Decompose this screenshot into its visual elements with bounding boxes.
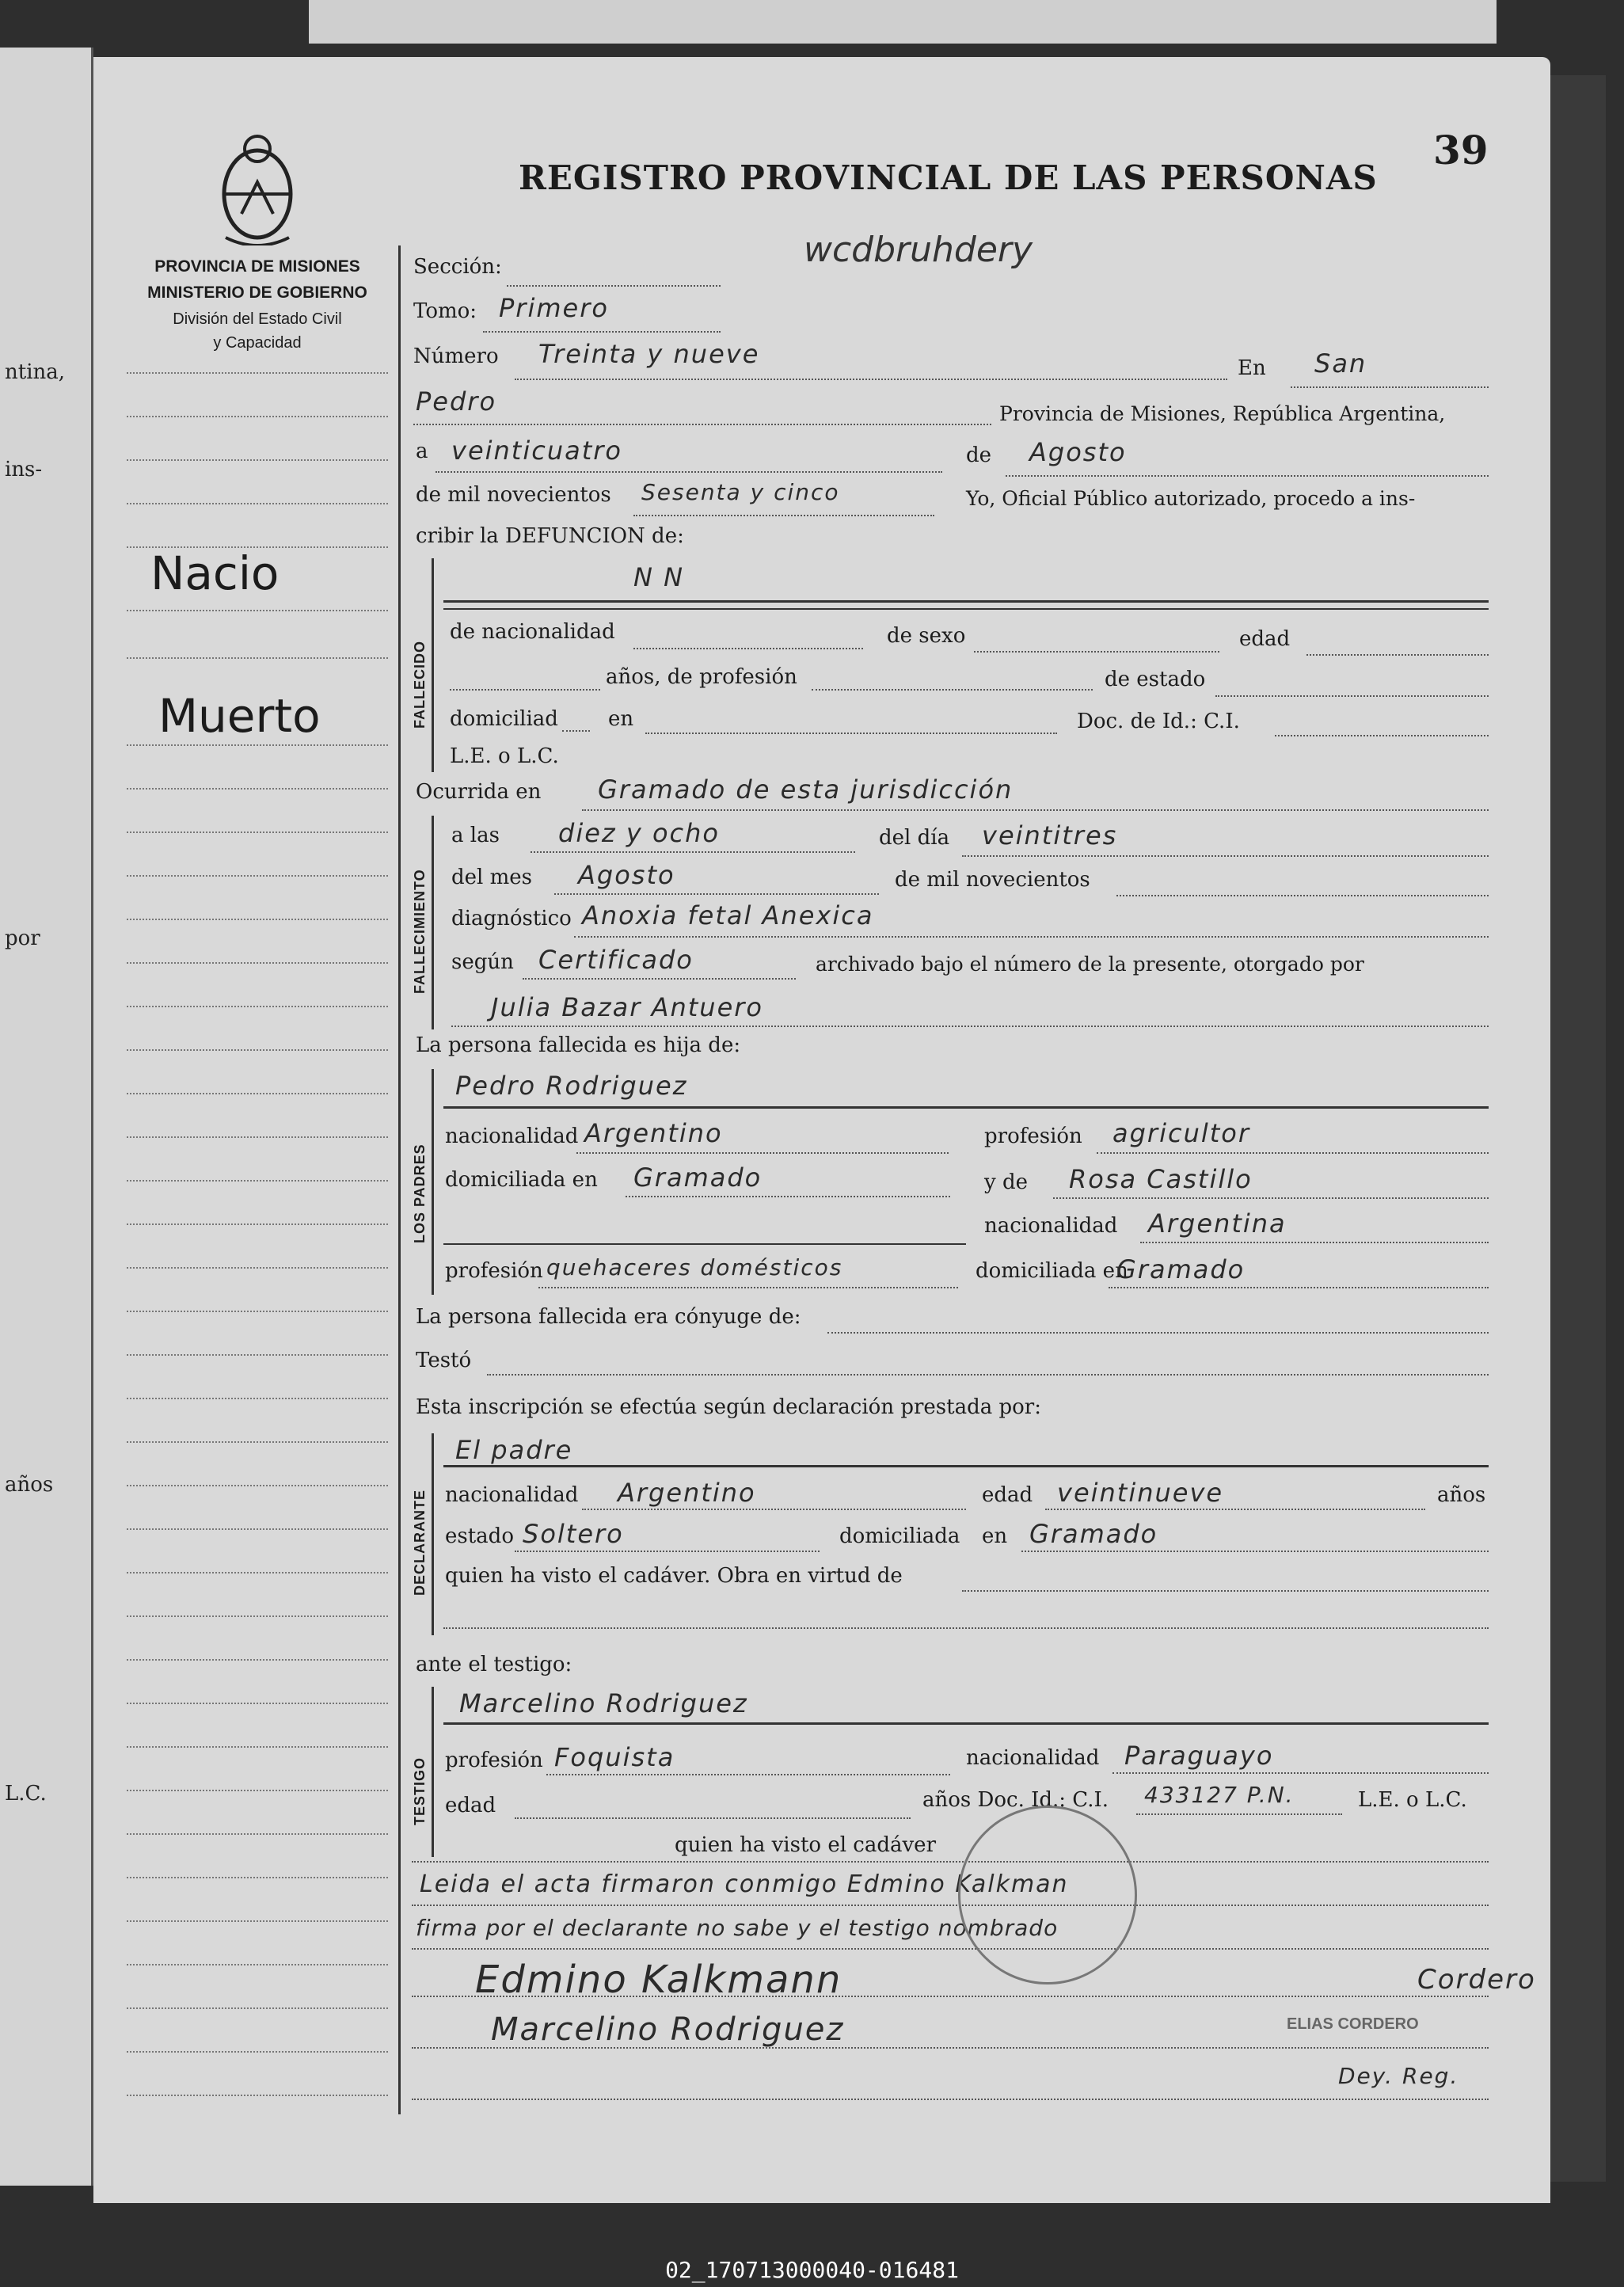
page-number: 39 (1433, 127, 1489, 173)
field-line (531, 851, 855, 853)
seal-stamp-icon (958, 1806, 1137, 1984)
provincia-label: Provincia de Misiones, República Argentina, (999, 402, 1446, 425)
padre-nac-value: Argentino (584, 1118, 723, 1148)
padres-side-label: LOS PADRES (412, 1144, 428, 1243)
closing-line-2: firma por el declarante no sabe y el testigo nombrado (416, 1915, 1059, 1941)
field-line (1116, 895, 1489, 896)
a-las-label: a las (451, 824, 500, 847)
decl-edad-label: edad (982, 1483, 1033, 1507)
field-line (443, 1627, 1489, 1629)
a-label: a (416, 440, 428, 463)
padre-dom-label: domiciliada en (445, 1168, 598, 1192)
field-line (1097, 1152, 1489, 1154)
field-line (1215, 695, 1489, 697)
field-line (827, 1332, 1489, 1334)
previous-page-edge (0, 48, 93, 2186)
inscribir-label: cribir la DEFUNCION de: (416, 524, 684, 548)
doc-label: Doc. de Id.: C.I. (1077, 710, 1240, 733)
segun-label: según (451, 950, 514, 974)
handwritten-scribble: wcdbruhdery (804, 230, 1033, 270)
numero-line (515, 379, 1227, 380)
field-line (626, 1196, 950, 1197)
madre-nac-label: nacionalidad (984, 1214, 1118, 1238)
diagnostico-label: diagnóstico (451, 907, 572, 930)
lugar-value: Pedro (416, 386, 497, 417)
prev-page-word: por (5, 927, 40, 950)
tomo-line (483, 331, 721, 333)
field-line (1136, 1813, 1342, 1815)
ocurrida-value: Gramado de esta jurisdicción (598, 774, 1014, 805)
field-line (1053, 1197, 1489, 1199)
mes-fall-value: Agosto (578, 860, 675, 890)
numero-label: Número (413, 344, 499, 368)
decl-nac-label: nacionalidad (445, 1483, 579, 1507)
de-mil-label: de mil novecientos (416, 483, 611, 507)
margin-note-muerto: Muerto (158, 689, 321, 743)
padre-value: Pedro Rodriguez (455, 1071, 688, 1101)
official-stamp: ELIAS CORDERO (1287, 2015, 1419, 2033)
org-line: MINISTERIO DE GOBIERNO (147, 283, 367, 302)
le-lc-label: L.E. o L.C. (450, 744, 559, 768)
signature-1: Edmino Kalkmann (475, 1958, 842, 2002)
test-prof-value: Foquista (554, 1742, 675, 1772)
test-prof-label: profesión (445, 1749, 543, 1772)
org-line: División del Estado Civil (173, 310, 342, 328)
seccion-label: Sección: (413, 255, 502, 279)
signature-2: Marcelino Rodriguez (491, 2011, 845, 2048)
prev-page-word: L.C. (5, 1782, 47, 1806)
field-line (812, 689, 1093, 691)
decl-anos-label: años (1437, 1483, 1486, 1507)
conyuge-label: La persona fallecida era cónyuge de: (416, 1305, 801, 1329)
field-line (1140, 1242, 1489, 1243)
field-line (1109, 1287, 1489, 1288)
padre-prof-label: profesión (984, 1124, 1082, 1148)
column-divider (398, 245, 401, 2114)
quien-visto-2-label: quien ha visto el cadáver (675, 1833, 937, 1857)
anos-profesion-label: años, de profesión (606, 665, 797, 689)
lugar-line (413, 424, 991, 425)
dia-value: veinticuatro (451, 436, 622, 466)
mes-value: Agosto (1029, 437, 1127, 467)
madre-value: Rosa Castillo (1069, 1164, 1253, 1194)
field-line (1306, 654, 1489, 656)
quien-visto-label: quien ha visto el cadáver. Obra en virtud de (445, 1564, 903, 1588)
test-nac-value: Paraguayo (1124, 1741, 1274, 1771)
dia-line (435, 471, 942, 473)
testo-label: Testó (416, 1349, 472, 1372)
del-mes-label: del mes (451, 866, 532, 889)
del-dia-label: del día (879, 826, 950, 850)
testigo-rule (443, 1722, 1489, 1725)
book-cover-edge (1550, 75, 1606, 2182)
image-id-caption: 02_170713000040-016481 (665, 2257, 959, 2283)
declarante-value: El padre (455, 1435, 573, 1465)
madre-nac-value: Argentina (1148, 1208, 1287, 1239)
decl-en-label: en (982, 1524, 1008, 1548)
block-bracket (432, 1687, 434, 1857)
page-title: REGISTRO PROVINCIAL DE LAS PERSONAS (519, 158, 1378, 197)
test-nac-label: nacionalidad (966, 1746, 1100, 1770)
decl-estado-value: Soltero (523, 1519, 624, 1549)
field-line (487, 1374, 1489, 1376)
field-line (546, 1774, 950, 1775)
background-paper (309, 0, 1497, 44)
field-line (412, 1996, 1489, 1997)
block-bracket (432, 816, 434, 1029)
field-line (962, 1590, 1489, 1592)
sexo-label: de sexo (887, 624, 966, 648)
dia-fall-value: veintitres (982, 820, 1118, 850)
de-mil-label-2: de mil novecientos (895, 868, 1090, 892)
field-line (1112, 1772, 1489, 1774)
seccion-line (507, 285, 721, 287)
org-line: y Capacidad (213, 334, 302, 352)
test-ci-value: 433127 P.N. (1144, 1782, 1295, 1808)
field-line (523, 978, 796, 980)
field-line (1275, 735, 1489, 736)
name-rule (443, 600, 1489, 603)
medico-value: Julia Bazar Antuero (491, 992, 763, 1022)
madre-prof-value: quehaceres domésticos (546, 1254, 843, 1280)
testigo-side-label: TESTIGO (412, 1756, 428, 1825)
signature-3: Cordero (1417, 1964, 1536, 1996)
ante-testigo-label: ante el testigo: (416, 1653, 572, 1676)
hora-value: diez y ocho (558, 818, 720, 848)
fallecimiento-side-label: FALLECIMIENTO (412, 869, 428, 994)
margin-note-nacio: Nacio (150, 546, 280, 600)
madre-prof-label: profesión (445, 1259, 543, 1283)
en-label-2: en (608, 707, 634, 731)
hija-de-label: La persona fallecida es hija de: (416, 1033, 741, 1057)
decl-dom-label: domiciliada (839, 1524, 960, 1548)
y-de-label: y de (984, 1170, 1028, 1194)
block-bracket (432, 1433, 434, 1635)
inscripcion-label: Esta inscripción se efectúa según declaración prestada por: (416, 1395, 1041, 1419)
en-label: En (1238, 356, 1266, 380)
ocurrida-label: Ocurrida en (416, 780, 542, 804)
closing-line-1: Leida el acta firmaron conmigo Edmino Kalkman (420, 1870, 1069, 1898)
field-line (450, 689, 600, 691)
padre-rule (443, 1106, 1489, 1109)
fallecido-side-label: FALLECIDO (412, 641, 428, 729)
decl-dom-value: Gramado (1029, 1519, 1158, 1549)
field-line (1021, 1551, 1489, 1552)
en-value: San (1314, 348, 1367, 379)
prev-page-word: años (5, 1473, 54, 1497)
field-line (582, 809, 1489, 811)
field-line (574, 936, 1489, 938)
archivado-label: archivado bajo el número de la presente, otorgado por (816, 953, 1364, 976)
field-line (562, 730, 590, 732)
estado-label: de estado (1105, 668, 1206, 691)
field-line (538, 1287, 958, 1288)
block-bracket (432, 558, 434, 772)
testigo-value: Marcelino Rodriguez (459, 1688, 748, 1718)
anio-value: Sesenta y cinco (641, 479, 840, 505)
de-label: de (966, 443, 992, 467)
field-line (962, 855, 1489, 857)
segun-value: Certificado (538, 945, 694, 975)
field-line (582, 1509, 966, 1510)
madre-dom-label: domiciliada en (976, 1259, 1128, 1283)
field-line (412, 1861, 1489, 1863)
diagnostico-value: Anoxia fetal Anexica (582, 900, 874, 930)
en-line (1291, 386, 1489, 388)
declarante-rule (443, 1465, 1489, 1467)
org-line: PROVINCIA DE MISIONES (154, 257, 360, 276)
name-rule (443, 608, 1489, 610)
oficial-label: Yo, Oficial Público autorizado, procedo a ins- (966, 487, 1416, 510)
padre-prof-value: agricultor (1112, 1118, 1251, 1148)
field-line (1045, 1509, 1425, 1510)
test-doc-label: años Doc. Id.: C.I. (922, 1788, 1109, 1812)
field-line (412, 1905, 1489, 1906)
block-bracket (432, 1069, 434, 1295)
field-line (974, 651, 1219, 653)
field-line (633, 648, 863, 649)
declarante-side-label: DECLARANTE (412, 1490, 428, 1596)
oficial-signature: Dey. Reg. (1338, 2063, 1459, 2089)
prev-page-word: ntina, (5, 360, 66, 384)
coat-of-arms-icon (210, 127, 305, 245)
decl-edad-value: veintinueve (1057, 1478, 1224, 1508)
anio-line (633, 515, 934, 516)
nombre-value: N N (633, 562, 685, 592)
field-line (515, 1551, 820, 1552)
decl-estado-label: estado (445, 1524, 514, 1548)
numero-value: Treinta y nueve (538, 339, 760, 369)
field-line (443, 1243, 966, 1245)
padre-dom-value: Gramado (633, 1163, 763, 1193)
edad-label: edad (1239, 627, 1291, 651)
field-line (645, 733, 1057, 734)
field-line (412, 1948, 1489, 1950)
field-line (412, 2047, 1489, 2049)
mes-line (1006, 475, 1489, 477)
field-line (451, 1026, 1489, 1027)
nacionalidad-label: de nacionalidad (450, 620, 615, 644)
test-edad-label: edad (445, 1794, 496, 1817)
prev-page-word: ins- (5, 458, 43, 481)
test-le-lc-label: L.E. o L.C. (1358, 1788, 1467, 1812)
madre-dom-value: Gramado (1116, 1254, 1246, 1284)
tomo-value: Primero (499, 293, 609, 323)
field-line (515, 1817, 911, 1819)
tomo-label: Tomo: (413, 299, 477, 323)
field-line (412, 2099, 1489, 2100)
decl-nac-value: Argentino (618, 1478, 756, 1508)
domiciliado-label: domiciliad (450, 707, 558, 731)
field-line (554, 893, 879, 895)
padre-nac-label: nacionalidad (445, 1124, 579, 1148)
field-line (576, 1152, 949, 1154)
